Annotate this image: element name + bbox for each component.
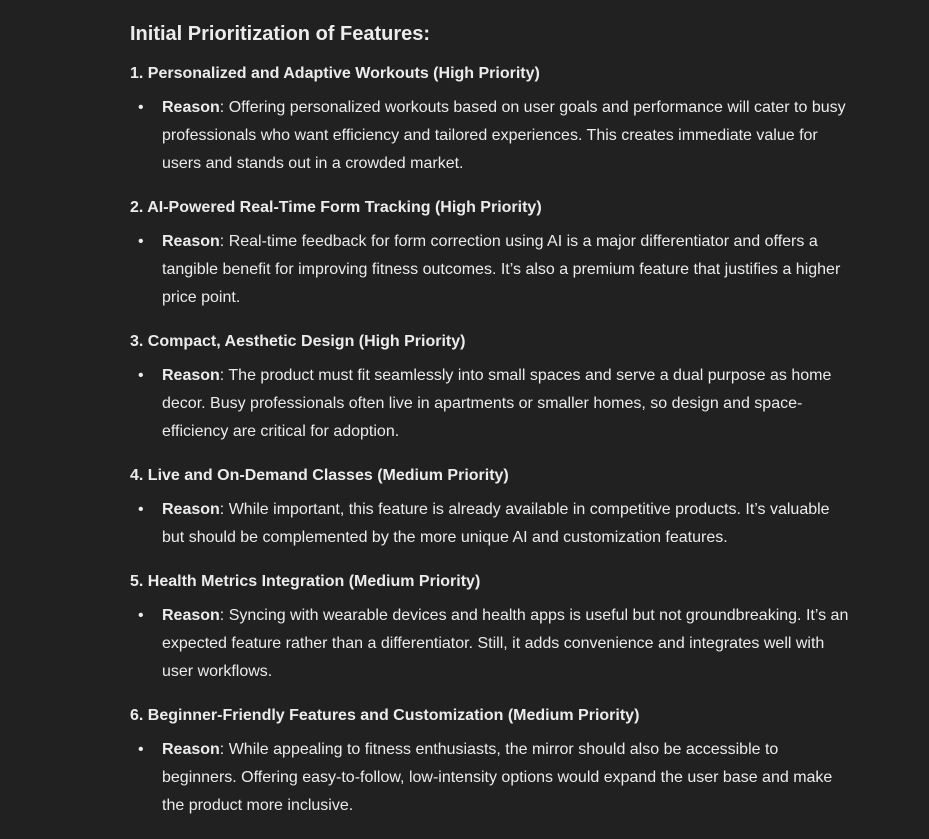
reason-bullet: • Reason: Syncing with wearable devices and health apps is useful but not groundbreaking. It’s an expected feature rather than a differentiator. Still, it adds convenience and integrates well with user workflows. [130,602,850,686]
feature-item [130,330,850,446]
reason-text: The product must fit seamlessly into small spaces and serve a dual purpose as home decor. Busy professionals often live in apartments or smaller homes, so design and space-efficiency are critical for adoption. [162,367,832,440]
reason-bullet: • Reason: Real-time feedback for form correction using AI is a major differentiator and offers a tangible benefit for improving fitness outcomes. It’s also a premium feature that justifies a higher price point. [130,228,850,312]
feature-title: 5. Health Metrics Integration (Medium Priority) [130,573,481,590]
bullet-icon: • [138,99,144,116]
reason-text: While important, this feature is already available in competitive products. It’s valuable but should be complemented by the more unique AI and customization features. [162,501,830,546]
reason-bullet: • Reason: Offering personalized workouts based on user goals and performance will cater to busy professionals who want efficiency and tailored experiences. This creates immediate value for users and stands out in a crowded market. [130,94,850,178]
reason-text: Offering personalized workouts based on user goals and performance will cater to busy professionals who want efficiency and tailored experiences. This creates immediate value for users and stands out in a crowded market. [162,99,846,172]
feature-title: 1. Personalized and Adaptive Workouts (High Priority) [130,65,540,82]
feature-item [130,704,850,820]
feature-title: 6. Beginner-Friendly Features and Customization (Medium Priority) [130,707,640,724]
reason-label: Reason [162,233,220,250]
reason-label: Reason [162,741,220,758]
bullet-icon: • [138,367,144,384]
message-content [130,20,850,838]
feature-title: 2. AI-Powered Real-Time Form Tracking (High Priority) [130,199,542,216]
reason-bullet: • Reason: While important, this feature is already available in competitive products. It’s valuable but should be complemented by the more unique AI and customization features. [130,496,850,552]
feature-item [130,62,850,178]
reason-text: Real-time feedback for form correction using AI is a major differentiator and offers a tangible benefit for improving fitness outcomes. It’s also a premium feature that justifies a higher price point. [162,233,841,306]
section-heading: Initial Prioritization of Features: [130,23,431,45]
feature-item [130,570,850,686]
bullet-icon: • [138,501,144,518]
reason-label: Reason [162,367,220,384]
reason-bullet: • Reason: While appealing to fitness enthusiasts, the mirror should also be accessible to beginners. Offering easy-to-follow, low-intensity options would expand the user base and make the product more inclusive. [130,736,850,820]
bullet-icon: • [138,741,144,758]
reason-text: Syncing with wearable devices and health apps is useful but not groundbreaking. It’s an expected feature rather than a differentiator. Still, it adds convenience and integrates well with user workflows. [162,607,849,680]
reason-label: Reason [162,501,220,518]
reason-bullet: • Reason: The product must fit seamlessly into small spaces and serve a dual purpose as home decor. Busy professionals often live in apartments or smaller homes, so design and space-efficiency are critical for adoption. [130,362,850,446]
reason-label: Reason [162,607,220,624]
feature-item [130,464,850,552]
bullet-icon: • [138,233,144,250]
feature-title: 4. Live and On-Demand Classes (Medium Priority) [130,467,509,484]
feature-item [130,196,850,312]
reason-label: Reason [162,99,220,116]
bullet-icon: • [138,607,144,624]
feature-title: 3. Compact, Aesthetic Design (High Priority) [130,333,466,350]
reason-text: While appealing to fitness enthusiasts, the mirror should also be accessible to beginners. Offering easy-to-follow, low-intensity options would expand the user base and make the product more inclusive. [162,741,833,814]
